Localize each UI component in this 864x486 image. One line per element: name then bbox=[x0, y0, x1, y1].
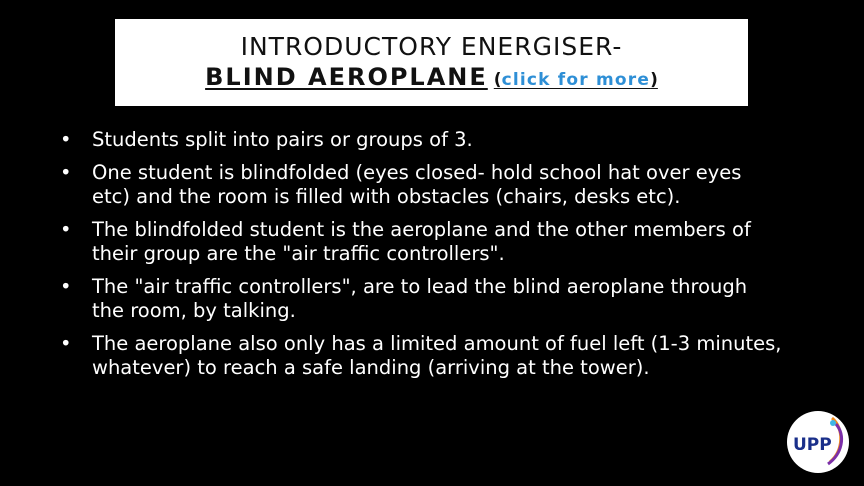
close-paren: ) bbox=[650, 70, 658, 90]
list-item-text: The "air traffic controllers", are to lead the blind aeroplane through the room, by talking. bbox=[92, 275, 748, 322]
logo-text: UPP bbox=[793, 435, 832, 455]
bullet-icon: • bbox=[60, 275, 72, 298]
list-item-text: The blindfolded student is the aeroplane and the other members of their group are the "air traffic controllers". bbox=[92, 218, 751, 265]
list-item bbox=[60, 128, 782, 152]
bullet-icon: • bbox=[60, 332, 72, 355]
click-for-more-link[interactable]: click for more bbox=[501, 70, 651, 90]
list-item bbox=[60, 218, 782, 266]
list-item-text: Students split into pairs or groups of 3. bbox=[92, 128, 473, 151]
bullet-icon: • bbox=[60, 218, 72, 241]
list-item bbox=[60, 275, 782, 323]
click-for-more-wrapper bbox=[494, 70, 658, 90]
bullet-icon: • bbox=[60, 128, 72, 151]
slide-title-main: BLIND AEROPLANE bbox=[205, 63, 488, 91]
upp-logo-graphic bbox=[786, 410, 850, 474]
open-paren: ( bbox=[493, 70, 502, 90]
list-item-text: One student is blindfolded (eyes closed- hold school hat over eyes etc) and the room is filled with obstacles (chairs, desks etc). bbox=[92, 161, 742, 208]
upp-logo-icon[interactable] bbox=[786, 410, 850, 474]
list-item-text: The aeroplane also only has a limited amount of fuel left (1-3 minutes, whatever) to reach a safe landing (arriving at the tower). bbox=[92, 332, 782, 379]
slide-title-line1: INTRODUCTORY ENERGISER- bbox=[240, 32, 623, 61]
bullet-icon: • bbox=[60, 161, 72, 184]
logo-head-dot bbox=[830, 420, 836, 426]
list-item bbox=[60, 332, 782, 380]
instructions-list bbox=[60, 128, 782, 389]
slide-title-box bbox=[115, 19, 748, 106]
slide-title-line2 bbox=[115, 62, 748, 95]
list-item bbox=[60, 161, 782, 209]
